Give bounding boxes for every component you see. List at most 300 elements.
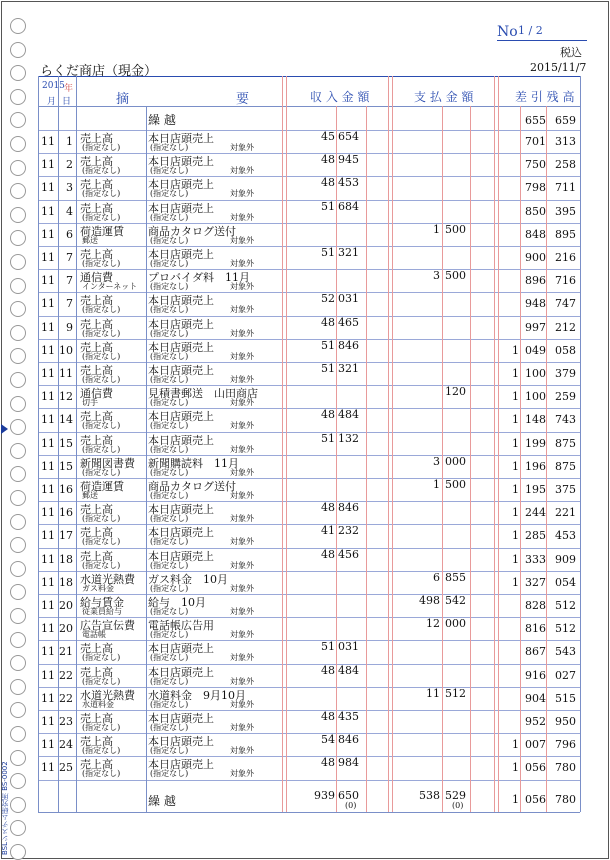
row-sub-account: 従業員給与 xyxy=(82,607,122,616)
header-day: 日 xyxy=(62,97,72,107)
row-balance-hi: 148 xyxy=(525,413,546,427)
row-balance-lo: 512 xyxy=(555,599,576,612)
row-description-sub: (指定なし) xyxy=(150,421,189,431)
row-balance-lo: 395 xyxy=(555,204,576,218)
row-account: 売上高 xyxy=(80,503,113,517)
row-expense-lo: 500 xyxy=(445,269,466,283)
row-account: 売上高 xyxy=(80,526,113,540)
row-month: 11 xyxy=(41,715,55,728)
row-day: 11 xyxy=(59,367,73,380)
binder-hole-icon xyxy=(10,278,26,294)
binder-hole-icon xyxy=(10,443,26,459)
row-income-lo: 453 xyxy=(338,176,359,190)
row-sub-account: (指定なし) xyxy=(82,375,121,384)
row-account: 売上高 xyxy=(80,549,113,563)
grid-line xyxy=(392,76,393,812)
row-description-sub: (指定なし) xyxy=(150,189,189,199)
binder-hole-icon xyxy=(10,18,26,34)
row-sub-account: (指定なし) xyxy=(82,328,121,338)
row-expense-lo: 542 xyxy=(445,594,466,607)
row-day: 2 xyxy=(66,158,73,172)
row-account: 売上高 xyxy=(80,758,113,772)
row-description-sub: (指定なし) xyxy=(150,235,189,245)
row-day: 21 xyxy=(59,645,73,659)
row-balance-hi: 948 xyxy=(525,297,546,311)
grid-line xyxy=(498,76,499,812)
row-tax-class: 対象外 xyxy=(230,328,254,338)
closing-income-lo: 650 xyxy=(338,789,359,802)
row-tax-class: 対象外 xyxy=(230,769,254,779)
binder-hole-icon xyxy=(10,372,26,388)
row-income-hi: 52 xyxy=(321,292,335,306)
row-income-hi: 51 xyxy=(321,640,335,654)
row-expense-lo: 000 xyxy=(445,454,466,468)
binder-hole-icon xyxy=(10,42,26,58)
row-balance-top: 1 xyxy=(512,367,519,380)
row-tax-class: 対象外 xyxy=(230,723,254,732)
row-income-lo: 132 xyxy=(338,431,359,445)
row-balance-lo: 895 xyxy=(555,227,576,241)
row-balance-top: 1 xyxy=(512,761,519,775)
row-description-sub: (指定なし) xyxy=(150,746,189,756)
row-income-hi: 41 xyxy=(321,524,335,538)
row-balance-lo: 027 xyxy=(555,668,576,682)
row-expense-hi: 498 xyxy=(419,594,440,607)
row-month: 11 xyxy=(41,227,55,241)
row-description: 本日店頭売上 xyxy=(148,642,214,656)
row-expense-hi: 3 xyxy=(433,454,440,468)
row-sub-account: (指定なし) xyxy=(82,467,121,477)
row-income-hi: 51 xyxy=(321,246,335,259)
row-income-lo: 031 xyxy=(338,640,359,654)
row-tax-class: 対象外 xyxy=(230,676,254,686)
row-balance-lo: 747 xyxy=(555,297,576,311)
grid-line xyxy=(520,106,521,812)
row-description-sub: (指定なし) xyxy=(150,305,189,315)
row-month: 11 xyxy=(41,459,55,473)
row-expense-lo: 500 xyxy=(445,222,466,236)
row-tax-class: 対象外 xyxy=(230,583,254,593)
row-income-lo: 465 xyxy=(338,315,359,329)
row-description-sub: (指定なし) xyxy=(150,491,189,500)
row-account: 売上高 xyxy=(80,178,113,192)
row-balance-lo: 258 xyxy=(555,158,576,172)
row-month: 11 xyxy=(41,436,55,450)
row-day: 16 xyxy=(59,506,73,520)
publisher-side-text: BSLシステム研究所 BS-0002 xyxy=(1,761,9,855)
opening-balance-lo: 659 xyxy=(555,114,576,127)
row-sub-account: (指定なし) xyxy=(82,723,121,732)
row-day: 22 xyxy=(59,691,73,705)
row-balance-hi: 848 xyxy=(525,227,546,241)
row-balance-lo: 216 xyxy=(555,251,576,264)
row-month: 11 xyxy=(41,483,55,496)
row-account: 荷造運賃 xyxy=(80,224,124,238)
print-date: 2015/11/7 xyxy=(530,61,587,74)
row-balance-hi: 056 xyxy=(525,761,546,775)
grid-line xyxy=(388,76,389,812)
header-expense: 支 払 金 額 xyxy=(414,90,474,104)
row-description: 見積書郵送 山田商店 xyxy=(148,387,258,401)
row-balance-lo: 313 xyxy=(555,135,576,148)
grid-line xyxy=(146,106,147,812)
row-expense-lo: 120 xyxy=(445,385,466,399)
row-description-sub: (指定なし) xyxy=(150,467,189,477)
opening-balance-hi: 655 xyxy=(525,114,546,127)
row-day: 22 xyxy=(59,668,73,682)
row-income-hi: 48 xyxy=(321,176,335,190)
row-account: 売上高 xyxy=(80,433,113,447)
binder-hole-icon xyxy=(10,679,26,695)
row-description-sub: (指定なし) xyxy=(150,699,189,709)
row-expense-hi: 11 xyxy=(426,686,440,700)
shop-name: らくだ商店（現金） xyxy=(40,64,158,79)
opening-label: 繰 越 xyxy=(148,113,176,127)
row-balance-hi: 916 xyxy=(525,668,546,682)
number-underline xyxy=(497,40,587,41)
row-tax-class: 対象外 xyxy=(230,212,254,222)
row-balance-lo: 711 xyxy=(555,181,576,195)
row-month: 11 xyxy=(41,506,55,520)
row-description: 本日店頭売上 xyxy=(148,758,214,772)
row-day: 9 xyxy=(66,320,73,334)
row-income-hi: 48 xyxy=(321,547,335,561)
row-month: 11 xyxy=(41,135,55,148)
row-description: 本日店頭売上 xyxy=(148,410,214,424)
closing-balance-top: 1 xyxy=(512,793,519,806)
row-income-lo: 232 xyxy=(338,524,359,538)
row-income-lo: 484 xyxy=(338,408,359,422)
row-tax-class: 対象外 xyxy=(230,699,254,709)
row-balance-lo: 058 xyxy=(555,343,576,357)
row-account: 売上高 xyxy=(80,317,113,331)
row-description-sub: (指定なし) xyxy=(150,444,189,454)
row-sub-account: 切手 xyxy=(82,398,98,408)
binder-hole-icon xyxy=(10,89,26,105)
row-description-sub: (指定なし) xyxy=(150,328,189,338)
row-expense-lo: 500 xyxy=(445,478,466,491)
row-description: 商品カタログ送付 xyxy=(148,480,236,493)
row-balance-hi: 798 xyxy=(525,181,546,195)
row-description: 本日店頭売上 xyxy=(148,433,214,447)
grid-line xyxy=(470,106,471,812)
row-sub-account: (指定なし) xyxy=(82,351,121,361)
row-tax-class: 対象外 xyxy=(230,143,254,152)
row-description: 本日店頭売上 xyxy=(148,735,214,749)
row-sub-account: (指定なし) xyxy=(82,537,121,547)
row-description: 水道料金 9月10月 xyxy=(148,688,246,702)
row-balance-hi: 904 xyxy=(525,691,546,705)
row-day: 4 xyxy=(66,204,73,218)
closing-label: 繰 越 xyxy=(148,794,176,808)
grid-line xyxy=(286,76,287,812)
row-month: 11 xyxy=(41,529,55,543)
row-month: 11 xyxy=(41,575,55,589)
row-description: 給与 10月 xyxy=(148,596,206,609)
row-sub-account: 電話帳 xyxy=(82,630,106,640)
grid-line xyxy=(366,106,367,812)
row-account: 通信費 xyxy=(80,387,113,401)
row-month: 11 xyxy=(41,390,55,404)
row-description-sub: (指定なし) xyxy=(150,607,189,616)
closing-expense-hi: 538 xyxy=(419,789,440,802)
row-day: 18 xyxy=(59,575,73,589)
row-account: 売上高 xyxy=(80,155,113,169)
binder-hole-icon xyxy=(10,750,26,766)
row-description-sub: (指定なし) xyxy=(150,723,189,732)
row-description: プロバイダ料 11月 xyxy=(148,271,250,285)
closing-balance-lo: 780 xyxy=(555,793,576,806)
row-tax-class: 対象外 xyxy=(230,467,254,477)
row-balance-lo: 875 xyxy=(555,459,576,473)
row-description-sub: (指定なし) xyxy=(150,166,189,176)
row-account: 売上高 xyxy=(80,201,113,215)
row-month: 11 xyxy=(41,204,55,218)
row-balance-hi: 049 xyxy=(525,343,546,357)
row-balance-lo: 950 xyxy=(555,715,576,728)
row-income-hi: 48 xyxy=(321,408,335,422)
row-balance-hi: 285 xyxy=(525,529,546,543)
row-account: 売上高 xyxy=(80,712,113,725)
row-sub-account: (指定なし) xyxy=(82,746,121,756)
row-tax-class: 対象外 xyxy=(230,282,254,292)
grid-line xyxy=(38,812,580,813)
row-day: 7 xyxy=(66,274,73,288)
row-description-sub: (指定なし) xyxy=(150,351,189,361)
row-account: 給与賃金 xyxy=(80,596,124,609)
row-description-sub: (指定なし) xyxy=(150,398,189,408)
binder-hole-icon xyxy=(10,254,26,270)
row-income-lo: 684 xyxy=(338,199,359,213)
row-balance-hi: 199 xyxy=(525,436,546,450)
row-day: 7 xyxy=(66,297,73,311)
row-sub-account: (指定なし) xyxy=(82,259,121,268)
row-balance-lo: 221 xyxy=(555,506,576,520)
header-balance: 差 引 残 高 xyxy=(515,90,575,104)
row-balance-hi: 896 xyxy=(525,274,546,288)
row-expense-hi: 1 xyxy=(433,222,440,236)
grid-line xyxy=(336,106,337,812)
row-account: 広告宣伝費 xyxy=(80,619,135,633)
row-balance-hi: 195 xyxy=(525,483,546,496)
row-description: 本日店頭売上 xyxy=(148,178,214,192)
row-income-lo: 984 xyxy=(338,756,359,770)
row-expense-lo: 512 xyxy=(445,686,466,700)
closing-expense-note: (0) xyxy=(452,801,464,810)
row-balance-top: 1 xyxy=(512,575,519,589)
row-month: 11 xyxy=(41,552,55,566)
row-income-lo: 846 xyxy=(338,733,359,747)
row-balance-hi: 867 xyxy=(525,645,546,659)
row-description: 本日店頭売上 xyxy=(148,248,214,261)
row-description-sub: (指定なし) xyxy=(150,583,189,593)
row-description: 商品カタログ送付 xyxy=(148,224,236,238)
row-income-hi: 48 xyxy=(321,710,335,723)
row-balance-lo: 796 xyxy=(555,738,576,752)
row-income-hi: 54 xyxy=(321,733,335,747)
grid-line xyxy=(58,76,59,812)
row-description-sub: (指定なし) xyxy=(150,282,189,292)
grid-line xyxy=(76,76,77,812)
row-tax-class: 対象外 xyxy=(230,351,254,361)
row-sub-account: (指定なし) xyxy=(82,444,121,454)
row-balance-hi: 100 xyxy=(525,390,546,404)
row-sub-account: (指定なし) xyxy=(82,189,121,199)
row-sub-account: (指定なし) xyxy=(82,166,121,176)
row-tax-class: 対象外 xyxy=(230,560,254,570)
row-description-sub: (指定なし) xyxy=(150,537,189,547)
closing-balance-hi: 056 xyxy=(525,793,546,806)
grid-line xyxy=(442,106,443,812)
row-month: 11 xyxy=(41,761,55,775)
row-account: 売上高 xyxy=(80,364,113,377)
row-balance-hi: 100 xyxy=(525,367,546,380)
row-day: 20 xyxy=(59,622,73,636)
row-tax-class: 対象外 xyxy=(230,421,254,431)
row-balance-lo: 743 xyxy=(555,413,576,427)
row-description: 本日店頭売上 xyxy=(148,549,214,563)
row-day: 15 xyxy=(59,436,73,450)
row-balance-top: 1 xyxy=(512,738,519,752)
row-tax-class: 対象外 xyxy=(230,607,254,616)
row-description-sub: (指定なし) xyxy=(150,212,189,222)
row-month: 11 xyxy=(41,343,55,357)
row-balance-lo: 453 xyxy=(555,529,576,543)
row-balance-top: 1 xyxy=(512,552,519,566)
grid-line xyxy=(494,76,495,812)
row-description-sub: (指定なし) xyxy=(150,769,189,779)
row-sub-account: (指定なし) xyxy=(82,676,121,686)
row-expense-hi: 1 xyxy=(433,478,440,491)
row-sub-account: インターネット xyxy=(82,282,138,292)
row-balance-hi: 196 xyxy=(525,459,546,473)
row-description: 本日店頭売上 xyxy=(148,294,214,308)
row-expense-hi: 6 xyxy=(433,570,440,584)
row-month: 11 xyxy=(41,297,55,311)
row-balance-hi: 327 xyxy=(525,575,546,589)
binder-hole-icon xyxy=(10,608,26,624)
header-summary-2: 要 xyxy=(236,92,250,107)
row-month: 11 xyxy=(41,645,55,659)
row-month: 11 xyxy=(41,668,55,682)
row-balance-hi: 828 xyxy=(525,599,546,612)
header-year: 2015 xyxy=(42,81,65,91)
row-month: 11 xyxy=(41,599,55,612)
row-account: 売上高 xyxy=(80,665,113,679)
row-balance-hi: 750 xyxy=(525,158,546,172)
number-label: No xyxy=(497,24,518,40)
row-balance-lo: 379 xyxy=(555,367,576,380)
row-month: 11 xyxy=(41,691,55,705)
row-balance-top: 1 xyxy=(512,506,519,520)
row-description-sub: (指定なし) xyxy=(150,653,189,663)
row-balance-lo: 875 xyxy=(555,436,576,450)
row-sub-account: (指定なし) xyxy=(82,653,121,663)
row-account: 水道光熱費 xyxy=(80,572,135,586)
row-income-hi: 48 xyxy=(321,153,335,167)
row-month: 11 xyxy=(41,158,55,172)
page-number: 1 / 2 xyxy=(518,24,543,37)
row-balance-top: 1 xyxy=(512,343,519,357)
binder-hole-icon xyxy=(10,490,26,506)
header-month: 月 xyxy=(47,97,57,107)
page-marker-arrow-icon xyxy=(1,424,8,434)
row-income-lo: 031 xyxy=(338,292,359,306)
binder-hole-icon xyxy=(10,160,26,176)
row-description: 本日店頭売上 xyxy=(148,201,214,215)
binder-hole-icon xyxy=(10,514,26,530)
row-income-hi: 48 xyxy=(321,663,335,677)
row-income-hi: 51 xyxy=(321,199,335,213)
row-description-sub: (指定なし) xyxy=(150,143,189,152)
row-income-lo: 484 xyxy=(338,663,359,677)
row-income-lo: 654 xyxy=(338,130,359,143)
row-month: 11 xyxy=(41,622,55,636)
row-tax-class: 対象外 xyxy=(230,444,254,454)
row-income-lo: 456 xyxy=(338,547,359,561)
row-day: 16 xyxy=(59,483,73,496)
binder-hole-icon xyxy=(10,325,26,341)
row-balance-hi: 007 xyxy=(525,738,546,752)
row-balance-lo: 212 xyxy=(555,320,576,334)
row-balance-top: 1 xyxy=(512,436,519,450)
row-tax-class: 対象外 xyxy=(230,653,254,663)
row-balance-hi: 952 xyxy=(525,715,546,728)
binder-hole-icon xyxy=(10,396,26,412)
row-tax-class: 対象外 xyxy=(230,491,254,500)
row-account: 新聞図書費 xyxy=(80,456,135,470)
row-income-hi: 45 xyxy=(321,130,335,143)
row-sub-account: (指定なし) xyxy=(82,560,121,570)
row-income-lo: 846 xyxy=(338,338,359,352)
row-description-sub: (指定なし) xyxy=(150,375,189,384)
row-income-hi: 48 xyxy=(321,501,335,515)
row-description: 本日店頭売上 xyxy=(148,340,214,354)
row-income-hi: 48 xyxy=(321,756,335,770)
row-description: 本日店頭売上 xyxy=(148,364,214,377)
binder-hole-icon xyxy=(10,207,26,223)
row-month: 11 xyxy=(41,367,55,380)
row-account: 売上高 xyxy=(80,248,113,261)
row-day: 7 xyxy=(66,251,73,264)
row-income-lo: 321 xyxy=(338,246,359,259)
row-balance-hi: 900 xyxy=(525,251,546,264)
row-description-sub: (指定なし) xyxy=(150,514,189,524)
row-balance-hi: 816 xyxy=(525,622,546,636)
row-balance-lo: 375 xyxy=(555,483,576,496)
row-balance-lo: 054 xyxy=(555,575,576,589)
row-tax-class: 対象外 xyxy=(230,235,254,245)
binder-hole-icon xyxy=(10,561,26,577)
row-month: 11 xyxy=(41,181,55,195)
row-description-sub: (指定なし) xyxy=(150,676,189,686)
row-income-hi: 51 xyxy=(321,338,335,352)
row-description: 本日店頭売上 xyxy=(148,665,214,679)
row-description: 新聞購読料 11月 xyxy=(148,456,239,470)
binder-hole-icon xyxy=(10,844,26,860)
row-month: 11 xyxy=(41,274,55,288)
row-sub-account: (指定なし) xyxy=(82,421,121,431)
row-balance-hi: 701 xyxy=(525,135,546,148)
row-balance-lo: 512 xyxy=(555,622,576,636)
row-sub-account: (指定なし) xyxy=(82,305,121,315)
row-day: 3 xyxy=(66,181,73,195)
row-balance-hi: 333 xyxy=(525,552,546,566)
row-month: 11 xyxy=(41,320,55,334)
row-day: 24 xyxy=(59,738,73,752)
row-income-hi: 48 xyxy=(321,315,335,329)
row-income-hi: 51 xyxy=(321,431,335,445)
